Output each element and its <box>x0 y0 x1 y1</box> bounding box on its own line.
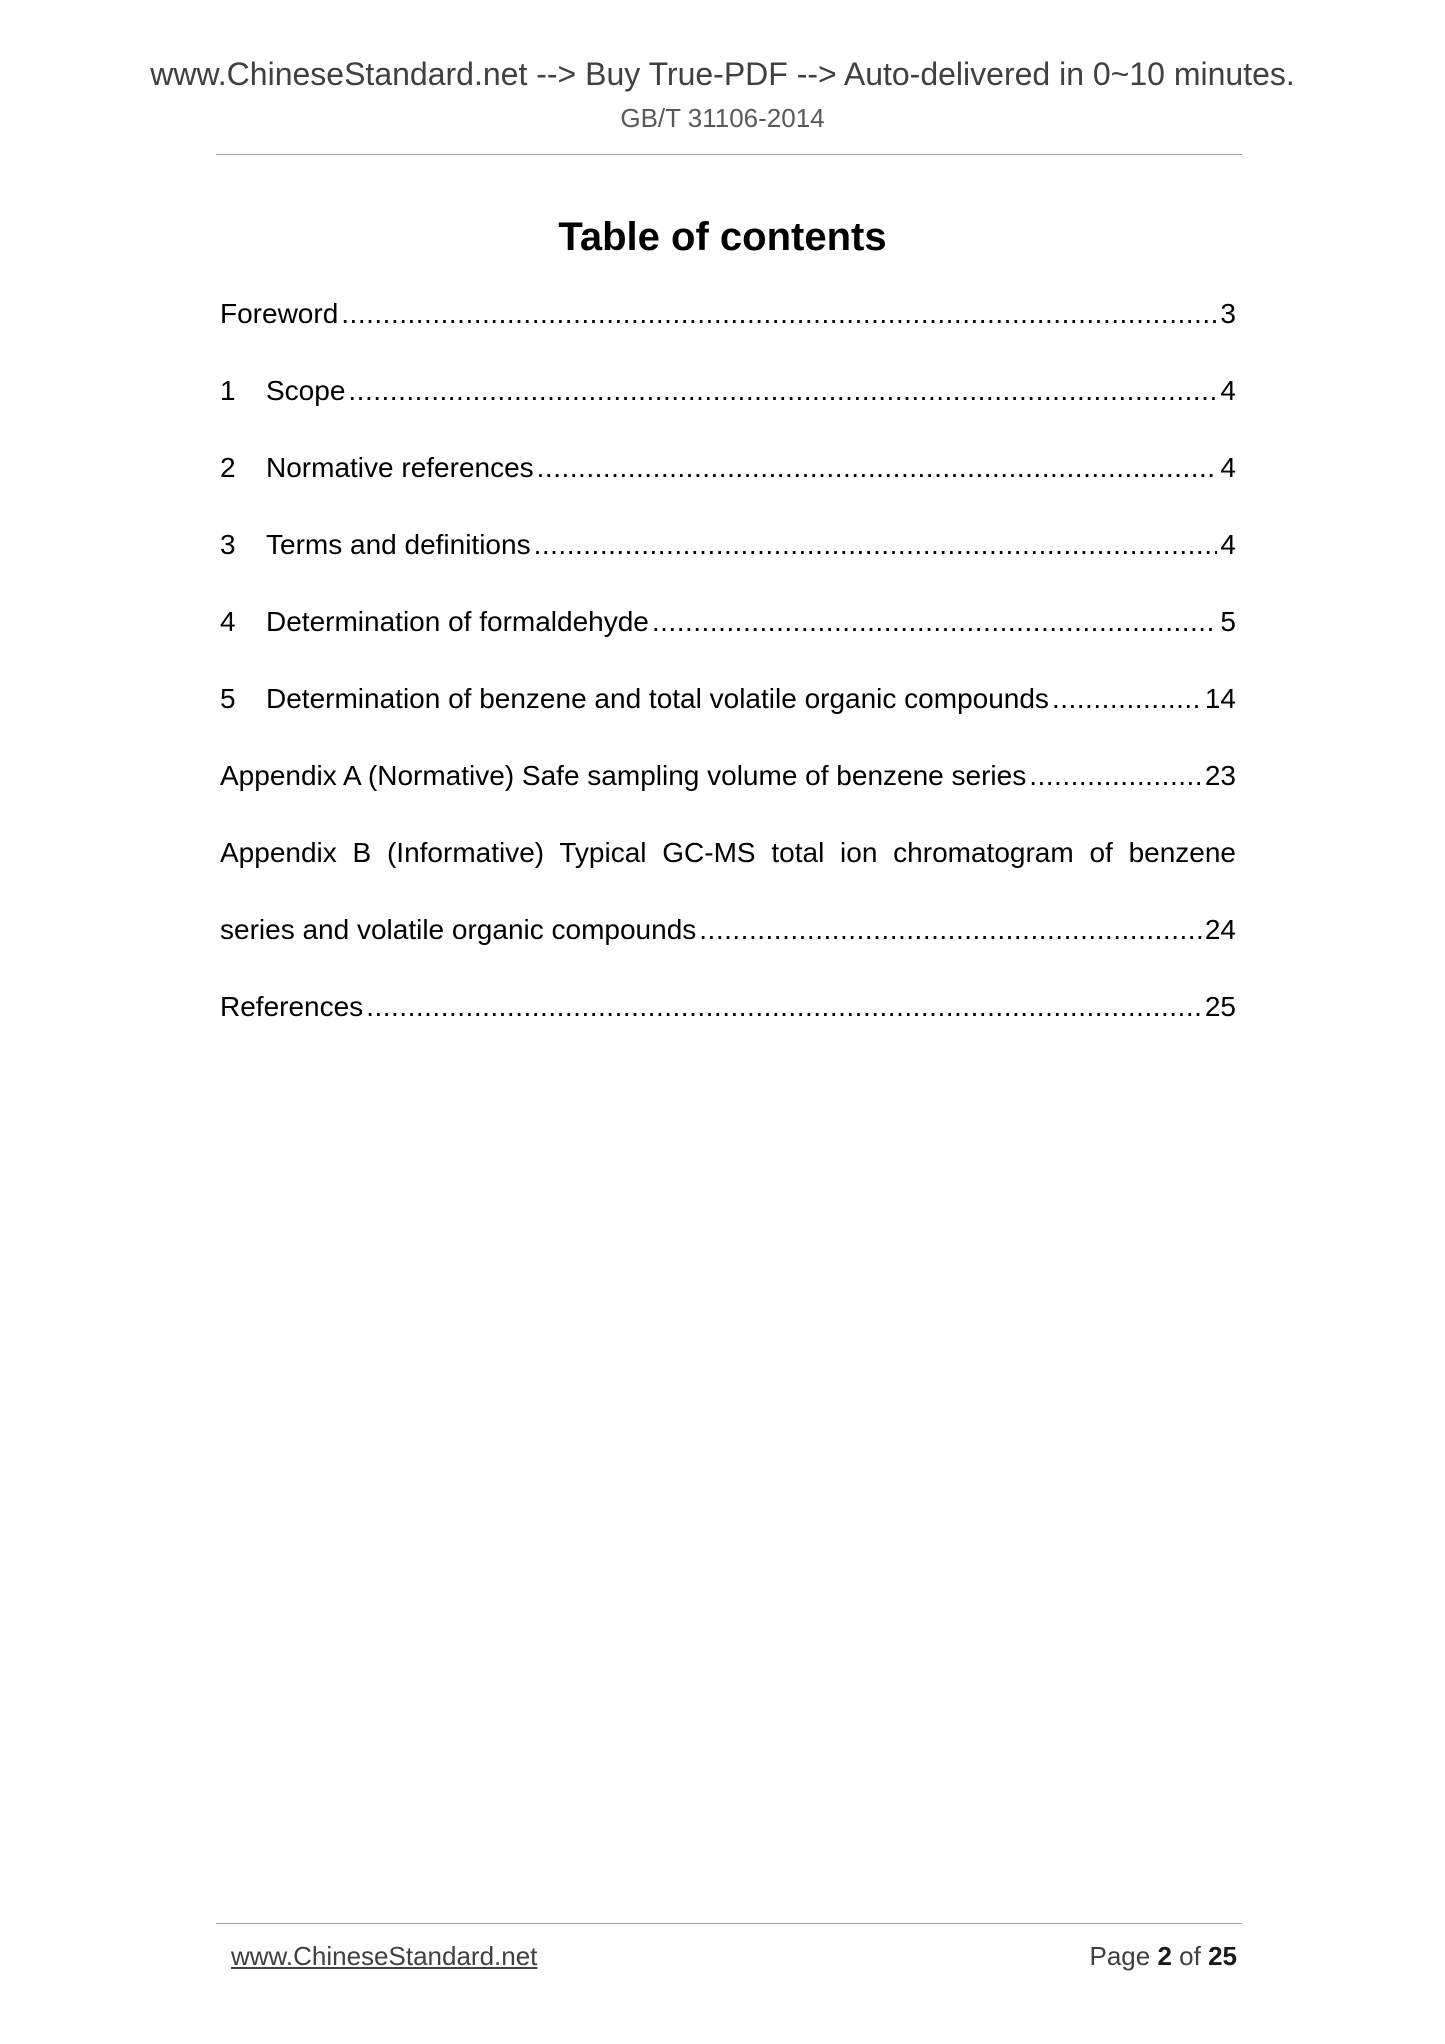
page-of-label: of <box>1179 1941 1201 1971</box>
total-page-count: 25 <box>1208 1941 1237 1971</box>
toc-entry-foreword[interactable] <box>220 290 1236 367</box>
header-banner: www.ChineseStandard.net --> Buy True-PDF --> Auto-delivered in 0~10 minutes. <box>150 56 1295 92</box>
page-title: Table of contents <box>558 215 887 259</box>
toc-entry-title: Normative references <box>266 452 534 483</box>
toc-entry-title: Determination of formaldehyde <box>266 606 649 637</box>
page-prefix: Page <box>1089 1941 1151 1971</box>
toc-section-number: 1 <box>220 375 236 406</box>
toc-entry-terms-and-definitions[interactable] <box>220 521 1236 598</box>
footer-website-link[interactable]: www.ChineseStandard.net <box>231 1941 538 1971</box>
toc-page-number: 4 <box>1220 452 1236 483</box>
footer-divider <box>216 1923 1242 1924</box>
toc-dot-leader <box>341 290 1217 338</box>
toc-dot-leader <box>537 444 1218 492</box>
toc-entry-title: Scope <box>266 375 346 406</box>
toc-entry-title: References <box>220 991 364 1022</box>
toc-dot-leader <box>534 521 1218 569</box>
toc-entry-title: Foreword <box>220 298 339 329</box>
toc-entry-title: Appendix A (Normative) Safe sampling volume of benzene series <box>220 760 1027 791</box>
toc-page-number: 14 <box>1204 683 1236 714</box>
table-of-contents <box>220 290 1236 1060</box>
toc-dot-leader <box>652 598 1218 646</box>
toc-page-number: 5 <box>1220 606 1236 637</box>
toc-section-number: 3 <box>220 529 236 560</box>
toc-dot-leader <box>699 906 1202 954</box>
toc-entry-continuation <box>220 906 1236 983</box>
toc-section-number: 2 <box>220 452 236 483</box>
toc-entry-title-line1: Appendix B (Informative) Typical GC-MS total ion chromatogram of benzene <box>220 837 1236 868</box>
header-divider <box>216 154 1242 155</box>
toc-dot-leader <box>1029 752 1202 800</box>
toc-entry-normative-references[interactable] <box>220 444 1236 521</box>
toc-page-number: 4 <box>1220 529 1236 560</box>
document-number: GB/T 31106-2014 <box>620 103 825 133</box>
footer-page-indicator <box>1089 1939 1237 1973</box>
toc-page-number: 4 <box>1220 375 1236 406</box>
current-page-number: 2 <box>1157 1941 1172 1971</box>
toc-entry-scope[interactable] <box>220 367 1236 444</box>
toc-section-number: 5 <box>220 683 236 714</box>
toc-page-number: 3 <box>1220 298 1236 329</box>
toc-entry-benzene-tvoc[interactable] <box>220 675 1236 752</box>
toc-page-number: 24 <box>1204 914 1236 945</box>
toc-entry-title: series and volatile organic compounds <box>220 914 697 945</box>
toc-entry-references[interactable] <box>220 983 1236 1060</box>
toc-dot-leader <box>348 367 1217 415</box>
toc-entry-title: Terms and definitions <box>266 529 531 560</box>
toc-section-number: 4 <box>220 606 236 637</box>
toc-page-number: 25 <box>1204 991 1236 1022</box>
toc-page-number: 23 <box>1204 760 1236 791</box>
toc-entry-appendix-a[interactable] <box>220 752 1236 829</box>
toc-entry-title: Determination of benzene and total volatile organic compounds <box>266 683 1049 714</box>
toc-dot-leader <box>1052 675 1202 723</box>
toc-dot-leader <box>366 983 1202 1031</box>
toc-entry-appendix-b[interactable] <box>220 829 1236 983</box>
toc-entry-formaldehyde[interactable] <box>220 598 1236 675</box>
